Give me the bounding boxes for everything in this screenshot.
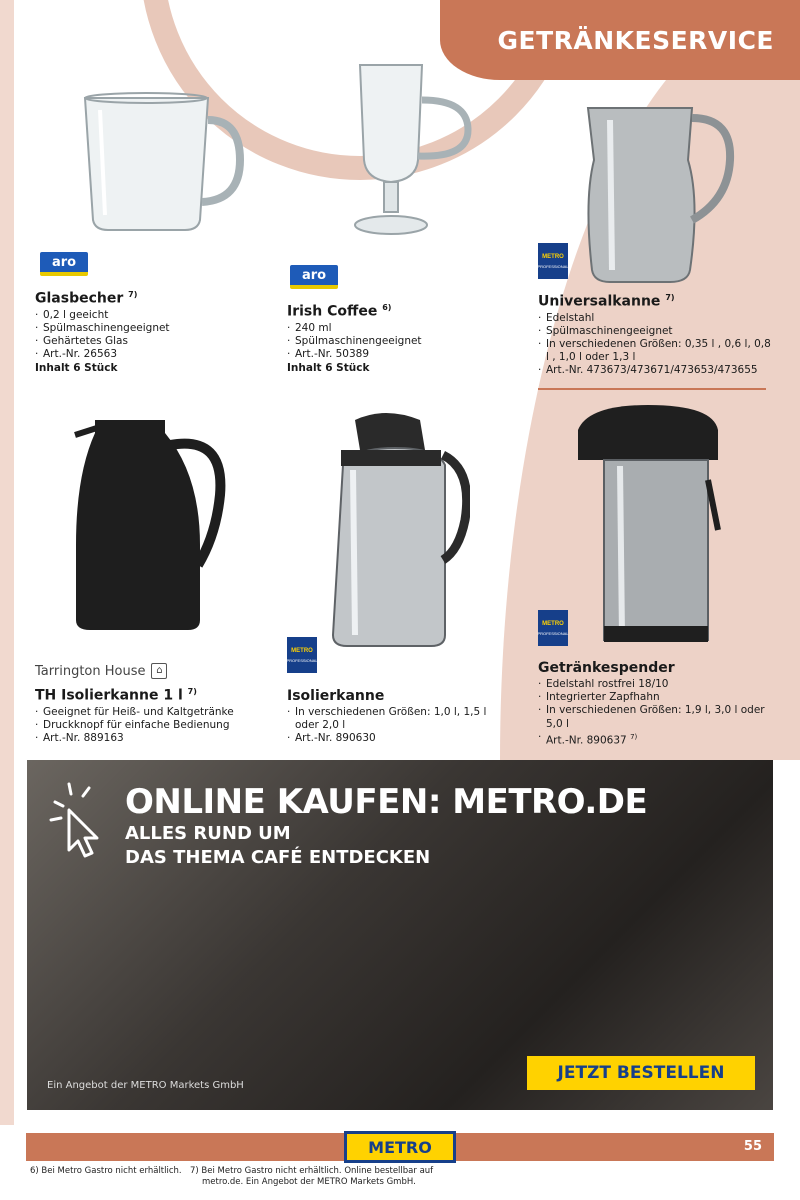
product-title: Isolierkanne (287, 688, 385, 704)
bullet: · Spülmaschinengeeignet (287, 335, 517, 348)
bullet: · Art.-Nr. 890637 $^{7)}$ (538, 731, 774, 748)
bullet: · Edelstahl rostfrei 18/10 (538, 678, 774, 691)
content-note: Inhalt 6 Stück (287, 362, 370, 375)
bullet: · 0,2 l geeicht (35, 309, 265, 322)
banner-subline: ALLES RUND UM DAS THEMA CAFÉ ENTDECKEN (125, 823, 431, 868)
bullet: · Edelstahl (538, 312, 774, 325)
irish-coffee-glass-image (350, 60, 480, 240)
product-bullets (538, 678, 774, 748)
footnote-6: 6) Bei Metro Gastro nicht erhältlich. (30, 1166, 182, 1176)
product-title: Irish Coffee $^{6)}$ (287, 303, 392, 320)
bullet: · Art.-Nr. 473673/473671/473653/473655 (538, 364, 774, 377)
glass-mug-image (80, 90, 245, 235)
bullet: · Integrierter Zapfhahn (538, 691, 774, 704)
product-bullets (35, 309, 265, 362)
product-irish-coffee (287, 303, 517, 374)
product-universalkanne (538, 293, 774, 378)
product-bullets (287, 322, 517, 362)
order-now-button[interactable]: JETZT BESTELLEN (527, 1056, 755, 1090)
bullet: · Art.-Nr. 50389 (287, 348, 517, 361)
bullet: · Spülmaschinengeeignet (35, 322, 265, 335)
metro-professional-logo: METRO PROFESSIONAL (538, 243, 568, 279)
product-title: TH Isolierkanne 1 l $^{7)}$ (35, 687, 197, 704)
metro-professional-logo: METRO PROFESSIONAL (538, 610, 568, 646)
bullet: · Gehärtetes Glas (35, 335, 265, 348)
banner-headline: ONLINE KAUFEN: METRO.DE (125, 782, 648, 822)
product-bullets (287, 706, 512, 746)
cursor-click-icon (45, 780, 115, 860)
universal-jug-image (580, 100, 740, 290)
product-title: Getränkespender (538, 660, 675, 676)
metro-logo: METRO (344, 1131, 456, 1163)
bullet: · In verschiedenen Größen: 1,9 l, 3,0 l oder 5,0 l (538, 704, 774, 730)
metro-professional-logo: METRO PROFESSIONAL (287, 637, 317, 673)
bullet: · Art.-Nr. 26563 (35, 348, 265, 361)
black-carafe-image (70, 405, 230, 635)
content-note: Inhalt 6 Stück (35, 362, 118, 375)
bullet: · In verschiedenen Größen: 0,35 l , 0,6 l, 0,8 l , 1,0 l oder 1,3 l (538, 338, 774, 364)
product-getraenkespender (538, 660, 774, 748)
banner-note: Ein Angebot der METRO Markets GmbH (47, 1080, 244, 1091)
bullet: · Art.-Nr. 889163 (35, 732, 275, 745)
pump-dispenser-image (568, 400, 728, 650)
product-isolierkanne (287, 688, 512, 746)
aro-logo: aro (290, 265, 338, 289)
bullet: · Art.-Nr. 890630 (287, 732, 512, 745)
page-number: 55 (743, 1139, 762, 1154)
product-title: Universalkanne $^{7)}$ (538, 293, 675, 310)
section-divider (538, 388, 766, 390)
product-bullets (538, 312, 774, 378)
product-bullets (35, 706, 275, 746)
bullet: · Druckknopf für einfache Bedienung (35, 719, 275, 732)
bullet: · Geeignet für Heiß- und Kaltgetränke (35, 706, 275, 719)
background-strip (0, 0, 14, 1125)
product-glasbecher (35, 290, 265, 374)
house-icon: ⌂ (151, 663, 167, 679)
bullet: · In verschiedenen Größen: 1,0 l, 1,5 l oder 2,0 l (287, 706, 512, 732)
aro-logo: aro (40, 252, 88, 276)
bullet: · Spülmaschinengeeignet (538, 325, 774, 338)
product-title: Glasbecher $^{7)}$ (35, 290, 138, 307)
tarrington-house-logo: Tarrington House ⌂ (35, 663, 167, 679)
bullet: · 240 ml (287, 322, 517, 335)
footnote-7: 7) Bei Metro Gastro nicht erhältlich. Online bestellbar auf metro.de. Ein Angebot der METRO Markets GmbH. (190, 1166, 434, 1187)
page-title: GETRÄNKESERVICE (497, 26, 774, 55)
product-th-isolierkanne (35, 687, 275, 745)
steel-jug-image (325, 410, 470, 650)
online-banner[interactable] (27, 760, 773, 1110)
